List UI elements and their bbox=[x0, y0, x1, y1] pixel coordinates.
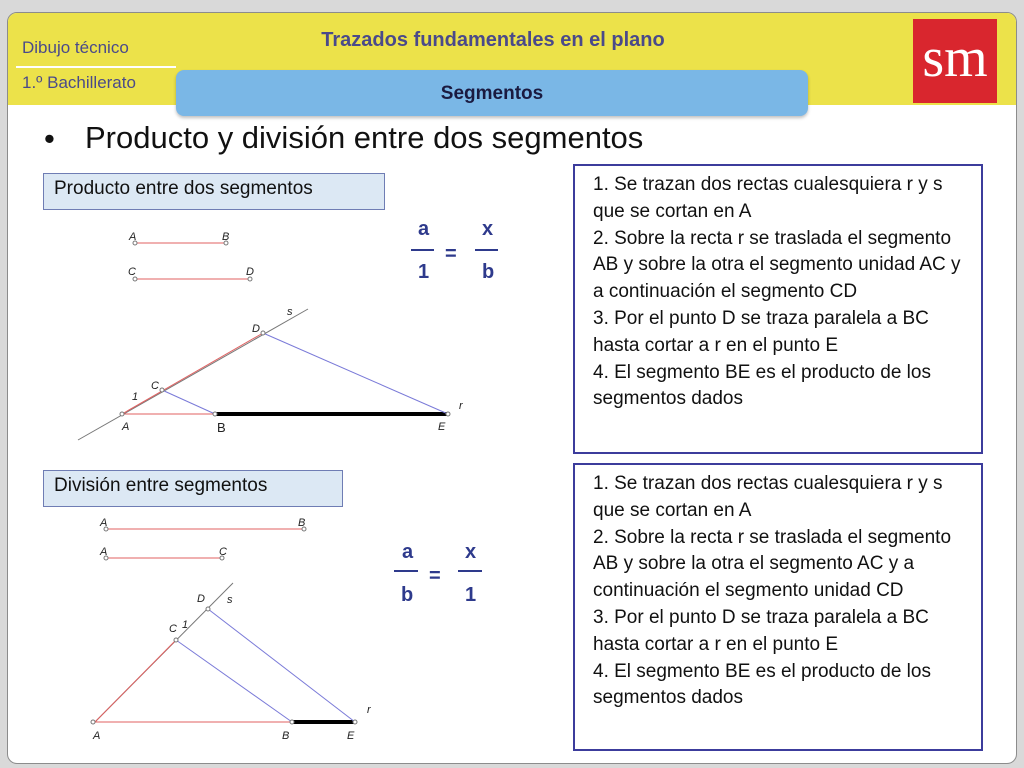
division-diagram bbox=[8, 13, 1016, 763]
subject-label: Dibujo técnico bbox=[22, 38, 129, 57]
label-r: r bbox=[459, 400, 463, 412]
division-label: División entre segmentos bbox=[43, 470, 343, 507]
producto-label: Producto entre dos segmentos bbox=[43, 173, 385, 210]
division-step-3: 3. Por el punto D se traza paralela a BC hasta cortar a r en el punto E bbox=[593, 606, 929, 655]
div-seg-label-a1: A bbox=[100, 517, 108, 529]
label-e: E bbox=[438, 421, 446, 433]
seg-label-c: C bbox=[128, 266, 136, 278]
producto-formula-eq: = bbox=[445, 243, 457, 265]
slide bbox=[7, 12, 1017, 764]
div-seg-label-a2: A bbox=[100, 546, 108, 558]
heading-bullet: • bbox=[44, 121, 55, 156]
producto-step-1: 1. Se trazan dos rectas cualesquiera r y s que se cortan en A bbox=[593, 174, 943, 222]
producto-formula-lhs-den: 1 bbox=[418, 261, 430, 283]
division-formula-lhs-num: a bbox=[402, 541, 414, 563]
div-seg-label-c: C bbox=[219, 546, 227, 558]
producto-step-4: 4. El segmento BE es el producto de los segmentos dados bbox=[593, 361, 931, 410]
division-formula-lhs-den: b bbox=[401, 584, 414, 606]
division-step-2: 2. Sobre la recta r se traslada el segmento AB y sobre la otra el segmento AC y a continuación el segmento unidad CD bbox=[593, 526, 952, 602]
division-formula-rhs-num: x bbox=[465, 541, 477, 563]
logo-text: sm bbox=[922, 27, 988, 89]
division-formula-eq: = bbox=[429, 565, 441, 587]
div-label-r: r bbox=[367, 704, 371, 716]
label-one: 1 bbox=[132, 391, 139, 403]
seg-label-b: B bbox=[222, 231, 230, 243]
grade-label: 1.º Bachillerato bbox=[22, 73, 136, 92]
div-label-b: B bbox=[282, 730, 290, 742]
division-step-1: 1. Se trazan dos rectas cualesquiera r y s que se cortan en A bbox=[593, 473, 943, 521]
label-s: s bbox=[287, 306, 293, 318]
page-title: Producto y división entre dos segmentos bbox=[85, 120, 644, 155]
div-label-s: s bbox=[227, 594, 233, 606]
division-step-4: 4. El segmento BE es el producto de los segmentos dados bbox=[593, 660, 931, 709]
division-formula-rhs-den: 1 bbox=[465, 584, 477, 606]
seg-label-d: D bbox=[246, 266, 254, 278]
seg-label-a: A bbox=[129, 231, 137, 243]
div-label-d: D bbox=[197, 593, 205, 605]
producto-formula-rhs-den: b bbox=[482, 261, 495, 283]
div-seg-label-b: B bbox=[298, 517, 306, 529]
div-label-e: E bbox=[347, 730, 355, 742]
producto-step-3: 3. Por el punto D se traza paralela a BC hasta cortar a r en el punto E bbox=[593, 307, 929, 356]
div-label-one: 1 bbox=[182, 619, 189, 631]
label-b: B bbox=[217, 420, 226, 435]
producto-formula-lhs-num: a bbox=[418, 218, 430, 240]
label-c: C bbox=[151, 380, 159, 392]
div-label-a: A bbox=[93, 730, 101, 742]
label-a: A bbox=[122, 421, 130, 433]
producto-formula-rhs-num: x bbox=[482, 218, 494, 240]
producto-step-2: 2. Sobre la recta r se traslada el segmento AB y sobre la otra el segmento unidad AC y a continuación el segmento CD bbox=[593, 227, 961, 303]
div-label-c: C bbox=[169, 623, 177, 635]
course-title: Trazados fundamentales en el plano bbox=[321, 29, 665, 51]
label-d: D bbox=[252, 323, 260, 335]
topic-label: Segmentos bbox=[440, 83, 544, 104]
